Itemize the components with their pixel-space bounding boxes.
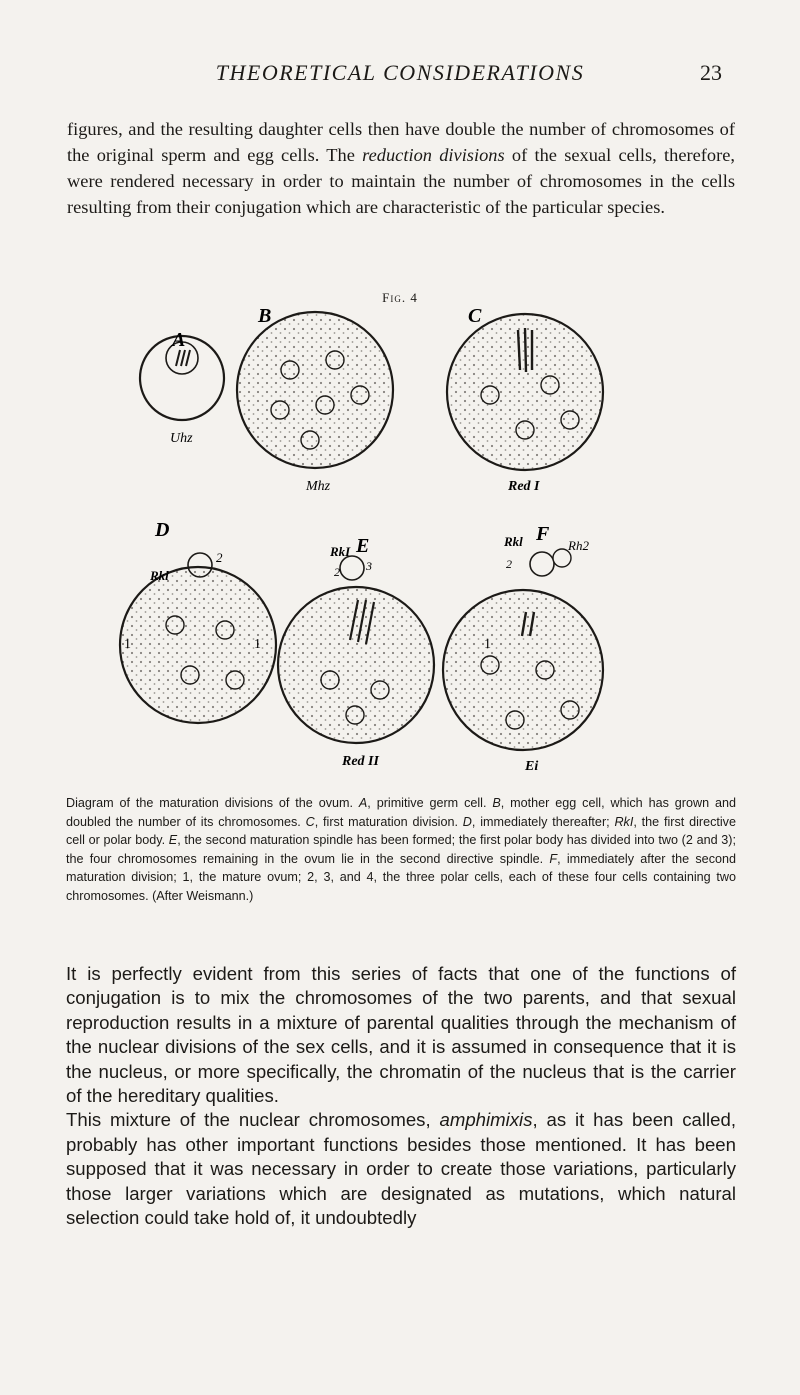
- body-paragraph-2: [66, 1108, 736, 1230]
- body-p2-text-1: This mixture of the nuclear chromosomes,: [66, 1109, 440, 1131]
- panel-e-second-spindle: [278, 556, 434, 743]
- caption-part-6: , the first directive cell or polar body.: [66, 814, 736, 847]
- panel-letter-d: D: [155, 519, 170, 541]
- panel-letter-c: C: [468, 305, 482, 327]
- caption-part-5: , immediately thereafter;: [471, 814, 615, 829]
- label-1-e: 1: [254, 637, 261, 652]
- running-header: [0, 60, 800, 90]
- label-3-e: 3: [366, 559, 372, 573]
- intro-paragraph: [67, 116, 735, 220]
- label-uhz: Uhz: [170, 431, 193, 446]
- body-text: [66, 962, 736, 1230]
- label-rkl-f: Rkl: [504, 534, 523, 549]
- panel-f-after-second-division: [443, 549, 603, 750]
- panel-d-after-first-division: [120, 553, 276, 723]
- intro-text-2: of the sexual cells, therefore, were rendered necessary in order to maintain the number of chromosomes in the cells resulting from their conjugation which are characteristic of the particular species.: [67, 145, 735, 217]
- caption-letter-f: F: [549, 851, 558, 866]
- caption-part-4: , first maturation division.: [314, 814, 463, 829]
- caption-part-7: , the second maturation spindle has been formed; the first polar body has divided into two (2 and 3); the four chromosomes remaining in the ovum lie in the second directive spindle.: [66, 833, 736, 866]
- caption-part-8: , immediately after the second maturation division; 1, the mature ovum; 2, 3, and 4, the three polar cells, each of these four cells containing two chromosomes. (After Weismann.): [66, 851, 736, 903]
- label-red-ii: Red II: [342, 754, 379, 769]
- body-paragraph-1: It is perfectly evident from this series of facts that one of the functions of conjugation is to mix the chromosomes of the two parents, and that sexual reproduction results in a mixture of parental qualities through the mechanism of the nuclear divisions of the sex cells, and it is assumed in consequence that it is the nucleus, or more specifically, the chromatin of the nucleus that is the carrier of the hereditary qualities.: [66, 963, 736, 1107]
- caption-rkl: RkI: [614, 814, 634, 829]
- panel-letter-b: B: [258, 305, 272, 327]
- figure-caption: [66, 794, 736, 905]
- caption-part-2: , primitive germ cell.: [367, 796, 493, 810]
- figure-4-diagram: [124, 300, 680, 790]
- panel-c-first-maturation-division: [447, 314, 603, 470]
- label-1-f: 1: [484, 637, 491, 652]
- running-title: THEORETICAL CONSIDERATIONS: [215, 60, 585, 85]
- label-rkl-d: Rkl: [150, 568, 169, 583]
- label-2-e: 2: [334, 565, 340, 579]
- label-1-d: 1: [124, 637, 131, 652]
- body-p2-italic-term: amphimixis: [439, 1109, 533, 1131]
- page-number: 23: [700, 60, 722, 85]
- caption-letter-a: A: [358, 796, 368, 810]
- caption-part-3: , mother egg cell, which has grown and doubled the number of its chromosomes.: [66, 796, 736, 829]
- caption-letter-c: C: [305, 814, 315, 829]
- panel-letter-f: F: [536, 523, 550, 545]
- caption-text: [66, 794, 736, 905]
- label-ei: Ei: [525, 759, 539, 774]
- maturation-diagram-svg: [124, 300, 680, 790]
- label-red-i: Red I: [508, 479, 540, 494]
- caption-part-1: Diagram of the maturation divisions of the ovum.: [66, 796, 359, 810]
- label-rh2: Rh2: [568, 538, 589, 553]
- label-rkl-e: RkI: [330, 544, 351, 559]
- panel-letter-a: A: [172, 329, 186, 351]
- body-p2-text-2: , as it has been called, probably has other important functions besides those mentioned. It has been supposed that it was necessary in order to create those variations, particularly those larger variations which are designated as mutations, which natural selection could take hold of, it undoubtedly: [66, 1109, 736, 1229]
- figure-label: Fig. 4: [382, 290, 418, 305]
- label-2-d: 2: [216, 550, 223, 565]
- intro-text-1: figures, and the resulting daughter cells then have double the number of chromosomes of the original sperm and egg cells. The: [67, 119, 735, 165]
- panel-letter-e: E: [356, 535, 370, 557]
- intro-italic-term: reduction divisions: [362, 145, 505, 165]
- caption-letter-e: E: [168, 833, 178, 847]
- caption-letter-b: B: [492, 796, 501, 810]
- panel-b-mother-egg-cell: [237, 312, 393, 468]
- caption-letter-d: D: [462, 814, 472, 829]
- label-2-f: 2: [506, 557, 512, 571]
- label-mhz: Mhz: [306, 479, 331, 494]
